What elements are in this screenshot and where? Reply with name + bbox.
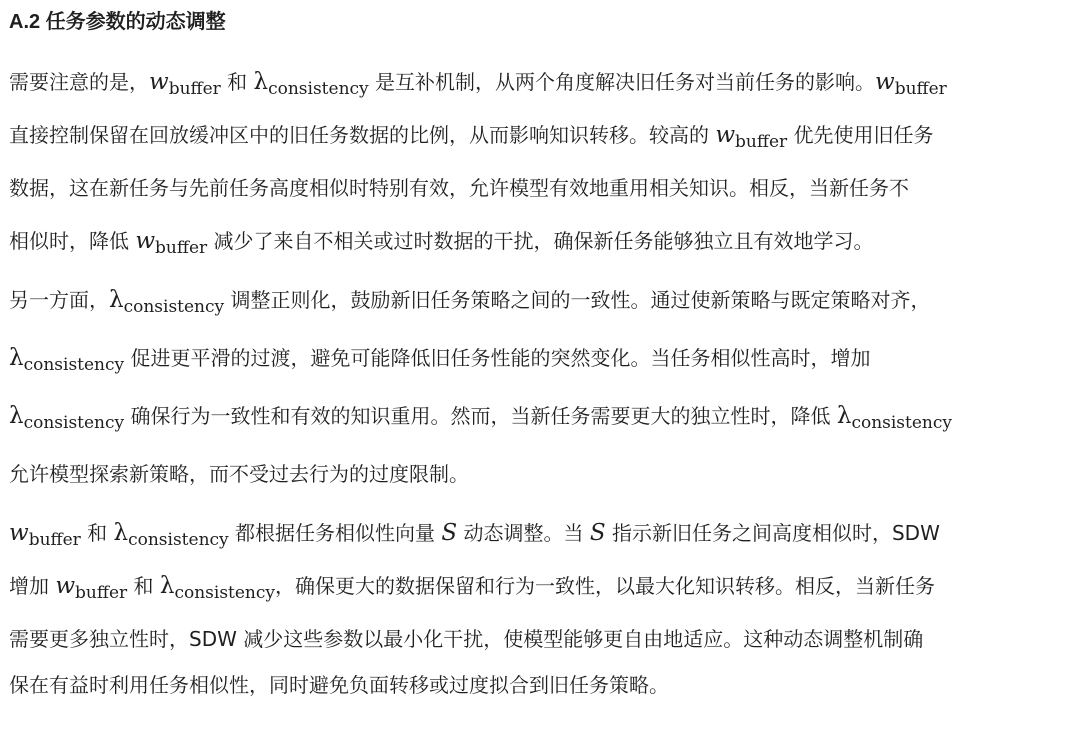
text-run: 调整正则化，鼓励新旧任务策略之间的一致性。通过使新策略与既定策略对齐， bbox=[224, 288, 931, 312]
text-run: ，确保更大的数据保留和行为一致性，以最大化知识转移。相反，当新任务 bbox=[275, 574, 936, 598]
math-subscript: buffer bbox=[735, 132, 788, 152]
section-heading: A.2 任务参数的动态调整 bbox=[9, 11, 226, 33]
text-run: 动态调整。当 bbox=[457, 521, 590, 545]
text-run: 直接控制保留在回放缓冲区中的旧任务数据的比例，从而影响知识转移。较高的 bbox=[9, 123, 716, 147]
math-subscript: consistency bbox=[23, 413, 125, 433]
text-run: 都根据任务相似性向量 bbox=[228, 521, 442, 545]
math-var: λ bbox=[9, 345, 24, 371]
S-symbol: S bbox=[441, 520, 458, 546]
w-buffer-symbol bbox=[149, 69, 221, 99]
p1-line-3: 数据，这在新任务与先前任务高度相似时特别有效，允许模型有效地重用相关知识。相反，当新任务不 bbox=[9, 176, 909, 200]
text-run: 确保行为一致性和有效的知识重用。然而，当新任务需要更大的独立性时，降低 bbox=[124, 404, 837, 428]
text-run: 和 bbox=[127, 574, 160, 598]
math-subscript: buffer bbox=[75, 583, 128, 603]
math-var: w bbox=[9, 520, 29, 546]
paragraph-1 bbox=[9, 56, 1070, 268]
paragraph-2 bbox=[9, 271, 1070, 503]
w-buffer-symbol bbox=[875, 69, 947, 99]
math-var: w bbox=[715, 122, 736, 148]
lambda-consistency-symbol bbox=[9, 403, 125, 433]
w-buffer-symbol bbox=[9, 520, 81, 550]
math-subscript: consistency bbox=[128, 530, 229, 550]
p3-line-2 bbox=[9, 560, 1070, 613]
math-var: λ bbox=[9, 403, 24, 429]
math-subscript: buffer bbox=[894, 79, 947, 99]
text-run: 优先使用旧任务 bbox=[787, 123, 934, 147]
lambda-consistency-symbol bbox=[253, 69, 369, 99]
text-run: 增加 bbox=[9, 574, 56, 598]
p3-line-3: 需要更多独立性时，SDW 减少这些参数以最小化干扰，使模型能够更自由地适应。这种动态调整机制确 bbox=[9, 627, 924, 651]
text-run: 指示新旧任务之间高度相似时，SDW bbox=[605, 521, 940, 545]
paragraph-3 bbox=[9, 507, 1070, 704]
w-buffer-symbol bbox=[715, 122, 788, 152]
math-var: λ bbox=[159, 573, 175, 599]
lambda-consistency-symbol bbox=[836, 403, 952, 433]
p2-line-4: 允许模型探索新策略，而不受过去行为的过度限制。 bbox=[9, 462, 469, 486]
text-run: 另一方面， bbox=[9, 288, 109, 312]
text-run: 是互补机制，从两个角度解决旧任务对当前任务的影响。 bbox=[368, 70, 876, 94]
p2-line-1 bbox=[9, 271, 1070, 329]
math-subscript: buffer bbox=[155, 238, 208, 258]
w-buffer-symbol bbox=[55, 573, 128, 603]
math-subscript: buffer bbox=[28, 530, 81, 550]
S-symbol: S bbox=[589, 520, 606, 546]
math-var: λ bbox=[836, 403, 852, 429]
math-var: λ bbox=[109, 287, 124, 313]
math-subscript: consistency bbox=[174, 583, 276, 603]
p1-line-1 bbox=[9, 56, 1070, 109]
math-var: w bbox=[875, 69, 895, 95]
text-run: 促进更平滑的过渡，避免可能降低旧任务性能的突然变化。当任务相似性高时，增加 bbox=[124, 346, 871, 370]
math-var: λ bbox=[113, 520, 129, 546]
text-run: 需要注意的是， bbox=[9, 70, 149, 94]
lambda-consistency-symbol bbox=[159, 573, 276, 603]
math-subscript: consistency bbox=[268, 79, 369, 99]
math-subscript: consistency bbox=[23, 355, 125, 375]
lambda-consistency-symbol bbox=[113, 520, 229, 550]
p3-line-1 bbox=[9, 507, 1070, 560]
math-var: λ bbox=[253, 69, 269, 95]
lambda-consistency-symbol bbox=[9, 345, 125, 375]
p1-line-2 bbox=[9, 109, 1070, 162]
lambda-consistency-symbol bbox=[109, 287, 225, 317]
text-run: 减少了来自不相关或过时数据的干扰，确保新任务能够独立且有效地学习。 bbox=[207, 229, 874, 253]
p3-line-4: 保在有益时利用任务相似性，同时避免负面转移或过度拟合到旧任务策略。 bbox=[9, 673, 669, 697]
math-subscript: consistency bbox=[123, 297, 225, 317]
text-run: 和 bbox=[80, 521, 114, 545]
p2-line-2 bbox=[9, 329, 1070, 387]
p2-line-3 bbox=[9, 387, 1070, 445]
math-var: w bbox=[135, 228, 156, 254]
math-var: w bbox=[149, 69, 169, 95]
w-buffer-symbol bbox=[135, 228, 208, 258]
p1-line-4 bbox=[9, 215, 1070, 268]
text-run: 和 bbox=[220, 70, 254, 94]
math-subscript: consistency bbox=[851, 413, 952, 433]
math-var: w bbox=[55, 573, 76, 599]
math-subscript: buffer bbox=[168, 79, 221, 99]
text-run: 相似时，降低 bbox=[9, 229, 136, 253]
